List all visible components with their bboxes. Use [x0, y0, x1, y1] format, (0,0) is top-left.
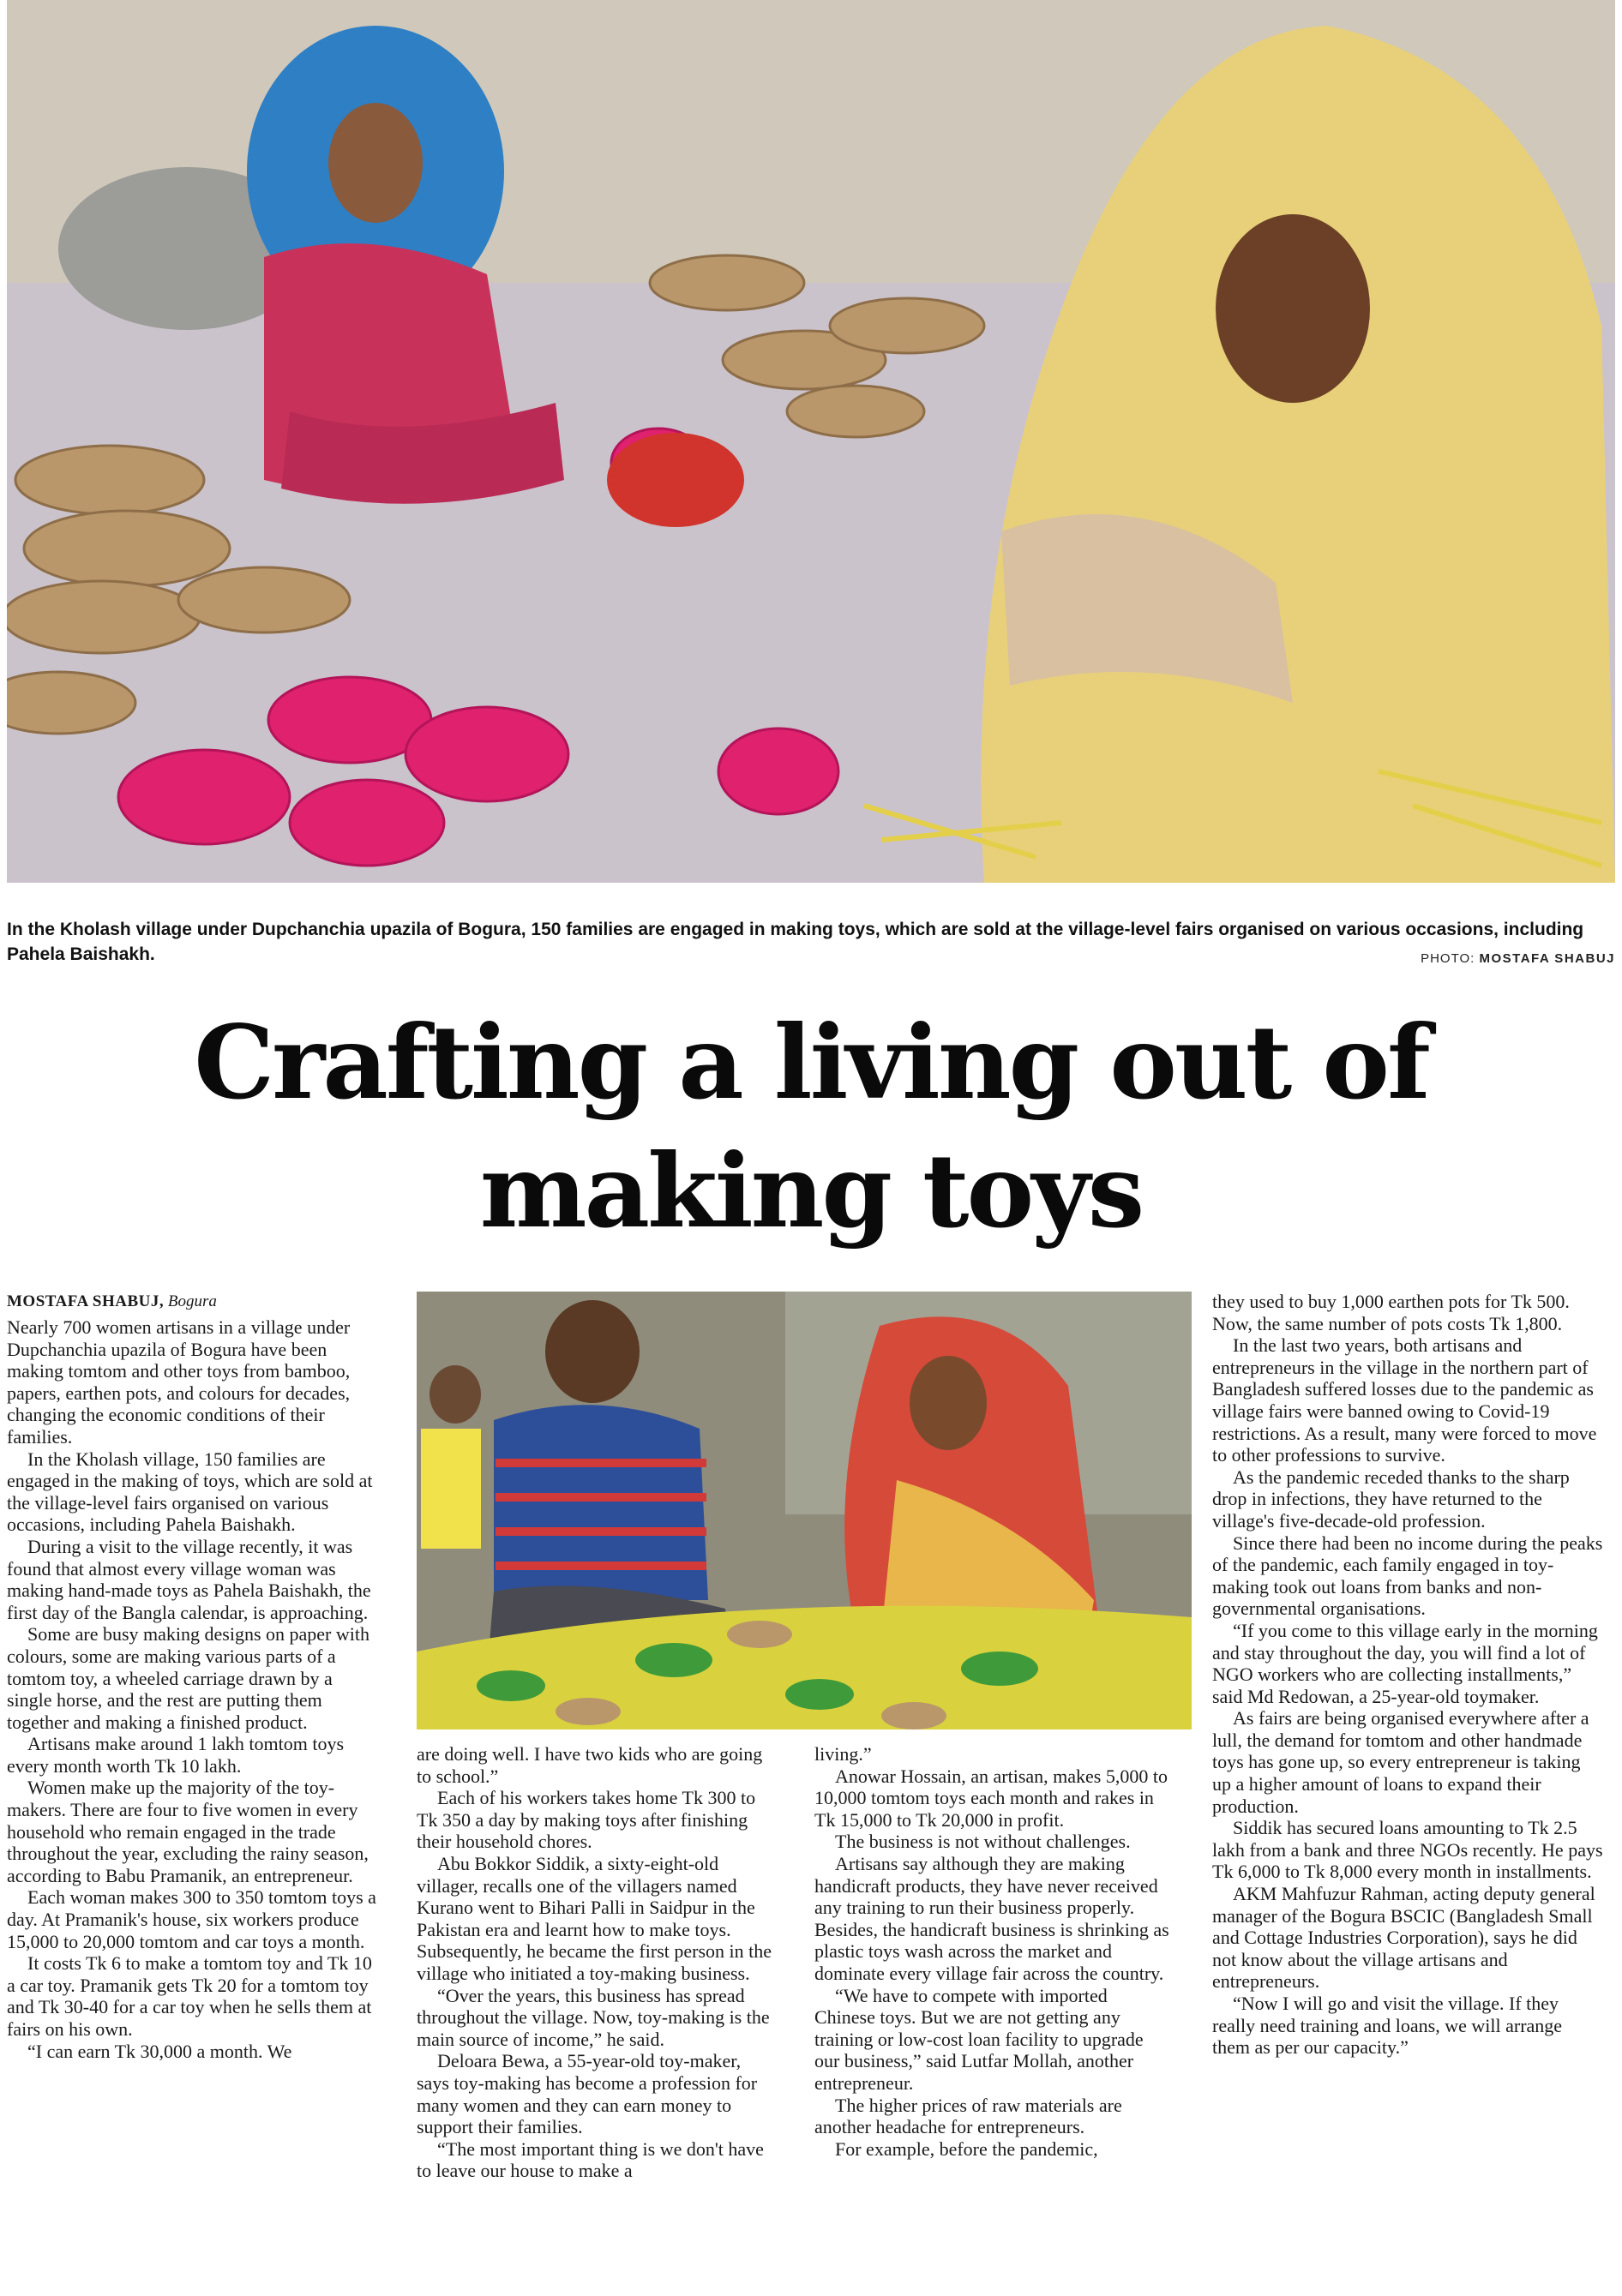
- paragraph: Nearly 700 women artisans in a village under Dupchanchia upazila of Bogura have been making tomtom and other toys from bamboo, papers, earthen pots, and colours for decades, changing the economic conditions of their families.: [7, 1316, 351, 1448]
- paragraph: Anowar Hossain, an artisan, makes 5,000 to 10,000 tomtom toys each month and rakes in Tk 15,000 to Tk 20,000 in profit.: [814, 1765, 1168, 1831]
- paragraph: For example, before the pandemic,: [835, 2137, 1098, 2160]
- paragraph: Each of his workers takes home Tk 300 to Tk 350 a day by making toys after finishing their household chores.: [417, 1787, 756, 1853]
- paragraph: During a visit to the village recently, it was found that almost every village woman was making hand-made toys as Pahela Baishakh, the first day of the Bangla calendar, is approaching.: [7, 1535, 371, 1623]
- paragraph: “If you come to this village early in the morning and stay throughout the day, you will find a lot of NGO workers who are collecting installments,” said Md Redowan, a 25-year-old toymaker.: [1212, 1619, 1598, 1707]
- paragraph: In the last two years, both artisans and entrepreneurs in the village in the northern part of Bangladesh suffered losses due to the pandemic as village fairs were banned owing to Covid-19 restrictions. As a result, many were forced to move to other professions to survive.: [1212, 1334, 1597, 1466]
- article-column-3: [814, 1743, 1173, 2160]
- paragraph: It costs Tk 6 to make a tomtom toy and Tk 10 a car toy. Pramanik gets Tk 20 for a tomtom toy and Tk 30-40 for a car toy when he sells them at fairs on his own.: [7, 1952, 372, 2040]
- main-photo: [7, 0, 1615, 883]
- paragraph: are doing well. I have two kids who are going to school.”: [417, 1743, 763, 1787]
- paragraph: “We have to compete with imported Chinese toys. But we are not getting any training or low-cost loan facility to upgrade our business,” said Lutfar Mollah, another entrepreneur.: [814, 1984, 1144, 2094]
- paragraph: Since there had been no income during the peaks of the pandemic, each family engaged in toy-making took out loans from banks and non-governmental organisations.: [1212, 1532, 1603, 1620]
- paragraph: “The most important thing is we don't have to leave our house to make a: [417, 2137, 764, 2182]
- photo-credit-name: MOSTAFA SHABUJ: [1479, 951, 1615, 966]
- paragraph: Deloara Bewa, a 55-year-old toy-maker, says toy-making has become a profession for many women and they can earn money to support their families.: [417, 2050, 758, 2138]
- paragraph: Artisans say although they are making handicraft products, they have never received any training to run their business properly. Besides, the handicraft business is shrinking as plastic toys wash across the market and dominate every village fair across the country.: [814, 1852, 1169, 1984]
- paragraph: As fairs are being organised everywhere after a lull, the demand for tomtom and other handmade toys has gone up, so every entrepreneur is taking up a higher amount of loans to expand their production.: [1212, 1707, 1589, 1817]
- paragraph: As the pandemic receded thanks to the sharp drop in infections, they have returned to the village's five-decade-old profession.: [1212, 1466, 1570, 1532]
- paragraph: Abu Bokkor Siddik, a sixty-eight-old villager, recalls one of the villagers named Kurano went to Bihari Palli in Saidpur in the Pakistan era and learnt how to make toys. Subsequently, he became the first person in the village who initiated a toy-making business.: [417, 1852, 772, 1984]
- photo-caption: In the Kholash village under Dupchanchia upazila of Bogura, 150 families are engaged in making toys, which are sold at the village-level fairs organised on various occasions, including Pahela Baishakh.: [7, 920, 1584, 964]
- article-column-1: [7, 1291, 379, 2062]
- paragraph: Siddik has secured loans amounting to Tk 2.5 lakh from a bank and three NGOs recently. He pays Tk 6,000 to Tk 8,000 every month in installments.: [1212, 1817, 1603, 1883]
- paragraph: living.”: [814, 1743, 872, 1765]
- paragraph: “I can earn Tk 30,000 a month. We: [27, 2040, 292, 2062]
- paragraph: “Now I will go and visit the village. If they really need training and loans, we will arrange them as per our capacity.”: [1212, 1993, 1563, 2059]
- paragraph: Women make up the majority of the toy-makers. There are four to five women in every household who remain engaged in the trade throughout the year, excluding the rainy season, according to Babu Pramanik, an entrepreneur.: [7, 1777, 369, 1886]
- inset-photo: [417, 1292, 1192, 1729]
- article-column-2: [417, 1743, 775, 2182]
- byline-author: MOSTAFA SHABUJ,: [7, 1292, 165, 1310]
- paragraph: “Over the years, this business has spread throughout the village. Now, toy-making is the main source of income,” he said.: [417, 1984, 770, 2050]
- byline-location: Bogura: [167, 1292, 217, 1310]
- photo-credit-label: PHOTO:: [1421, 951, 1475, 966]
- paragraph: Artisans make around 1 lakh tomtom toys every month worth Tk 10 lakh.: [7, 1733, 345, 1777]
- byline: [7, 1291, 379, 1313]
- paragraph: they used to buy 1,000 earthen pots for Tk 500. Now, the same number of pots costs Tk 1,800.: [1212, 1291, 1570, 1334]
- paragraph: Each woman makes 300 to 350 tomtom toys a day. At Pramanik's house, six workers produce 15,000 to 20,000 tomtom and car toys a month.: [7, 1886, 376, 1952]
- article-column-4: [1212, 1291, 1603, 2059]
- paragraph: The business is not without challenges.: [835, 1831, 1131, 1853]
- photo-credit: [1421, 951, 1615, 966]
- paragraph: AKM Mahfuzur Rahman, acting deputy general manager of the Bogura BSCIC (Bangladesh Small and Cottage Industries Corporation), says he did not know about the village artisans and entrepreneurs.: [1212, 1883, 1595, 1993]
- headline: Crafting a living out of making toys: [194, 1003, 1428, 1250]
- paragraph: In the Kholash village, 150 families are engaged in the making of toys, which are sold at the village-level fairs organised on various occasions, including Pahela Baishakh.: [7, 1448, 373, 1536]
- paragraph: The higher prices of raw materials are another headache for entrepreneurs.: [814, 2094, 1122, 2138]
- paragraph: Some are busy making designs on paper with colours, some are making various parts of a tomtom toy, a wheeled carriage drawn by a single horse, and the rest are putting them together and making a finished product.: [7, 1623, 369, 1733]
